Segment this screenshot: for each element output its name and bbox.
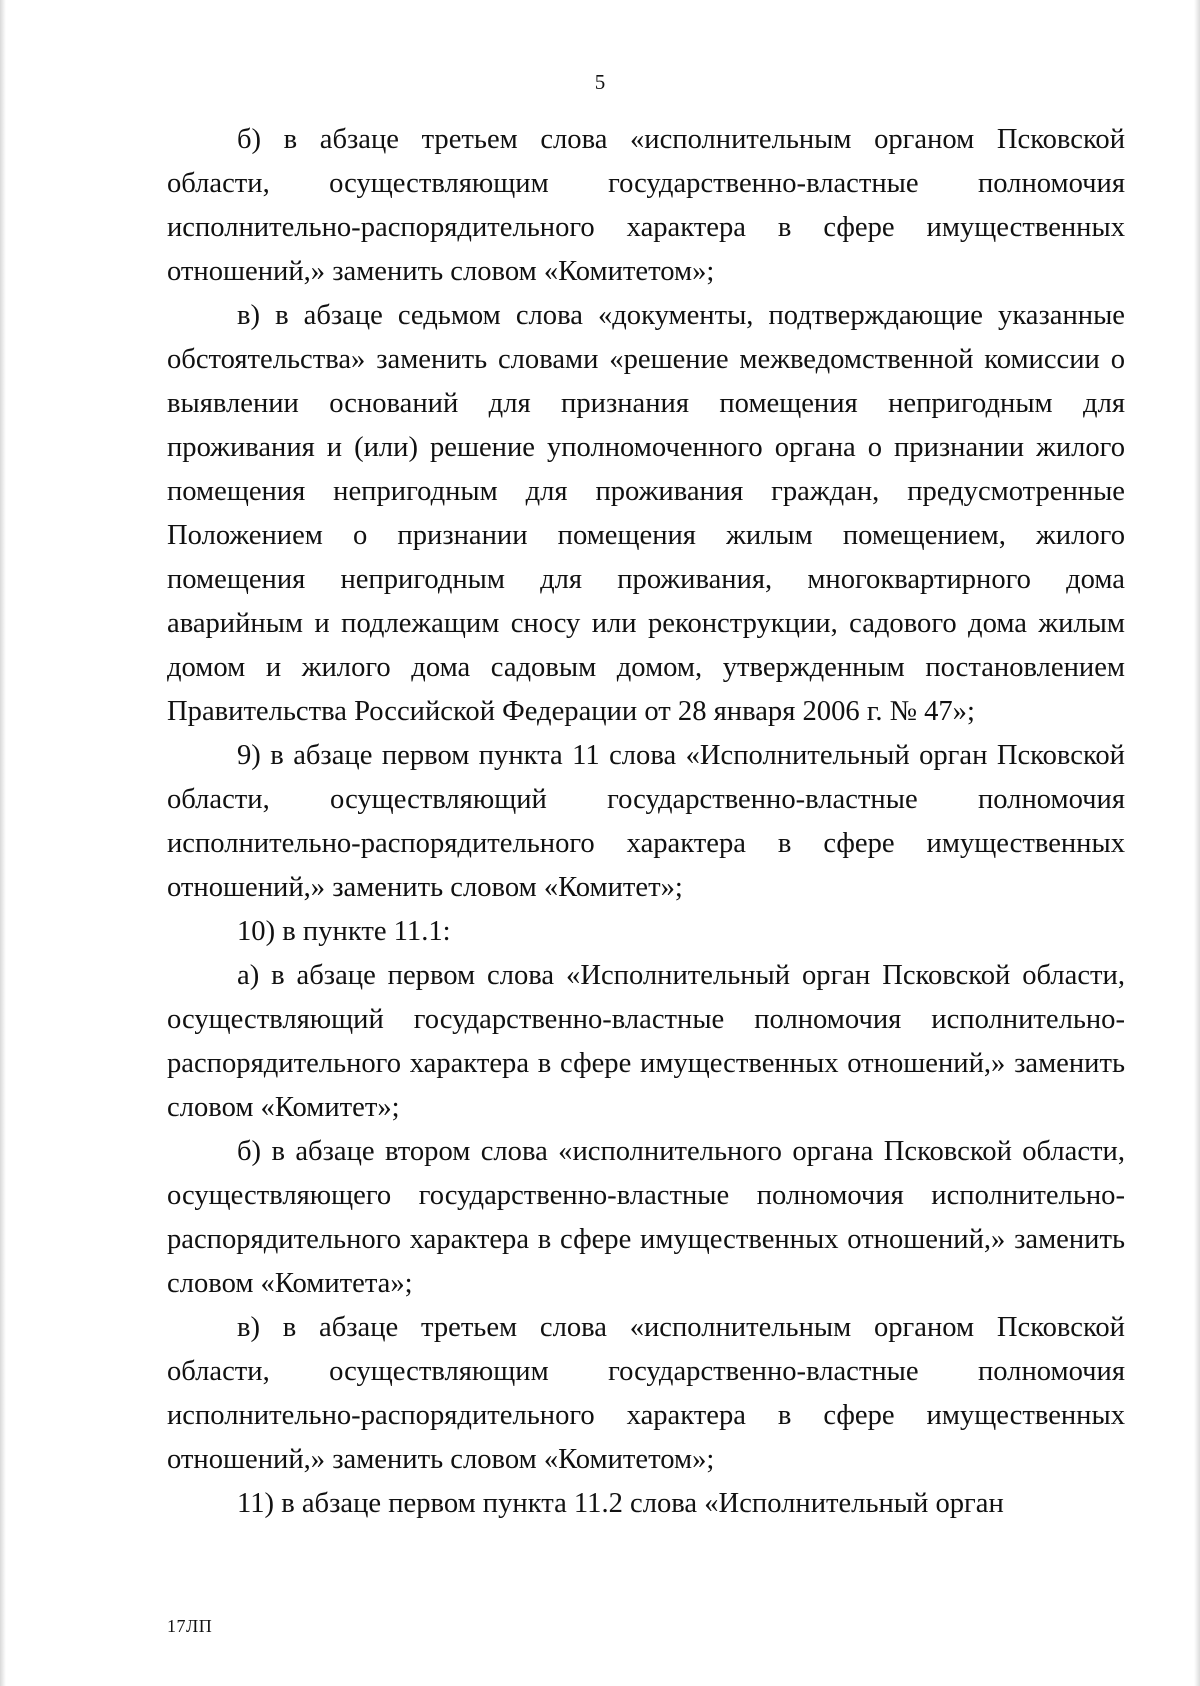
document-body bbox=[167, 118, 1125, 1526]
paragraph-item-11: 11) в абзаце первом пункта 11.2 слова «Исполнительный орган bbox=[237, 1488, 1004, 1519]
scan-edge-left bbox=[0, 0, 6, 1686]
paragraph-item-10: 10) в пункте 11.1: bbox=[237, 916, 451, 947]
paragraph-v-third: в) в абзаце третьем слова «исполнительным органом Псковской области, осуществляющим государственно-властные полномочия исполнительно-распорядительного характера в сфере имущественных отношений,» заменить словом «Комитетом»; bbox=[167, 1312, 1125, 1475]
paragraph-item-9: 9) в абзаце первом пункта 11 слова «Исполнительный орган Псковской области, осуществляющий государственно-властные полномочия исполнительно-распорядительного характера в сфере имущественных отношений,» заменить словом «Комитет»; bbox=[167, 740, 1125, 903]
paragraph-b-second: б) в абзаце втором слова «исполнительного органа Псковской области, осуществляющего государственно-властные полномочия исполнительно-распорядительного характера в сфере имущественных отношений,» заменить словом «Комитета»; bbox=[167, 1136, 1125, 1299]
paragraph-v-seventh: в) в абзаце седьмом слова «документы, подтверждающие указанные обстоятельства» заменить словами «решение межведомственной комиссии о выявлении оснований для признания помещения непригодным для проживания и (или) решение уполномоченного органа о признании жилого помещения непригодным для проживания граждан, предусмотренные Положением о признании помещения жилым помещением, жилого помещения непригодным для проживания, многоквартирного дома аварийным и подлежащим сносу или реконструкции, садового дома жилым домом и жилого дома садовым домом, утвержденным постановлением Правительства Российской Федерации от 28 января 2006 г. № 47»; bbox=[167, 300, 1125, 727]
paragraph-b-third: б) в абзаце третьем слова «исполнительным органом Псковской области, осуществляющим государственно-властные полномочия исполнительно-распорядительного характера в сфере имущественных отношений,» заменить словом «Комитетом»; bbox=[167, 124, 1125, 287]
scan-edge-right bbox=[1194, 0, 1200, 1686]
paragraph-a-first: а) в абзаце первом слова «Исполнительный орган Псковской области, осуществляющий государственно-властные полномочия исполнительно-распорядительного характера в сфере имущественных отношений,» заменить словом «Комитет»; bbox=[167, 960, 1125, 1123]
document-code: 17ЛП bbox=[167, 1616, 213, 1636]
page-number: 5 bbox=[594, 70, 606, 94]
